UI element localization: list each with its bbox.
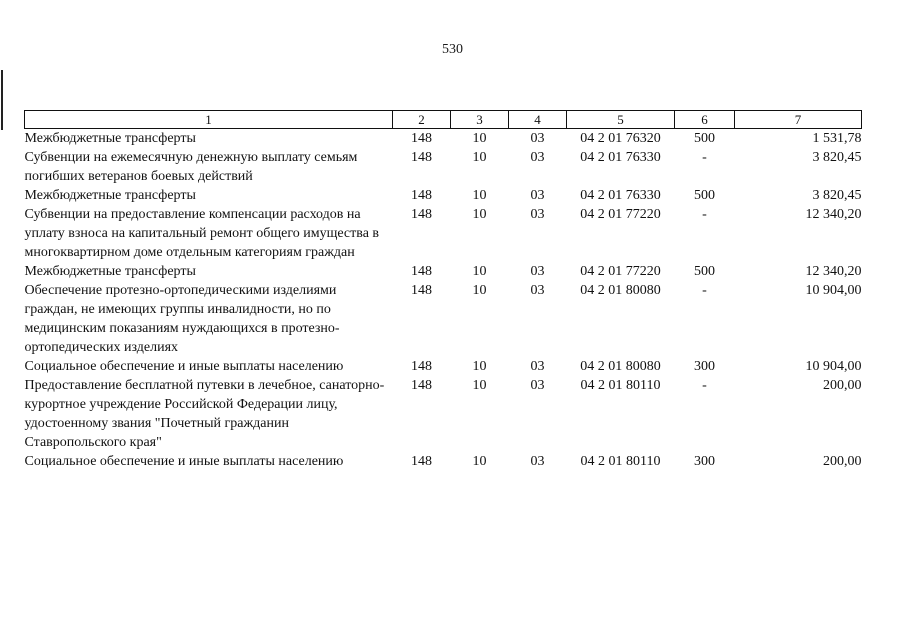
row-name: Межбюджетные трансферты — [24, 264, 196, 279]
row-col-4: 03 — [530, 359, 545, 374]
row-col-6: - — [702, 150, 707, 165]
row-col-5: 04 2 01 77220 — [580, 207, 661, 222]
row-col-6: 500 — [694, 264, 715, 279]
row-col-6: - — [702, 207, 707, 222]
row-col-3: 10 — [472, 207, 487, 222]
row-col-5: 04 2 01 76320 — [580, 131, 661, 146]
row-col-4: 03 — [530, 131, 545, 146]
header-col-7: 7 — [735, 111, 862, 129]
row-col-6: - — [702, 378, 707, 393]
row-col-5: 04 2 01 76330 — [580, 150, 661, 165]
header-col-1: 1 — [25, 111, 393, 129]
row-col-3: 10 — [472, 131, 487, 146]
row-name: Межбюджетные трансферты — [24, 131, 196, 146]
header-col-4: 4 — [509, 111, 567, 129]
table-row — [25, 452, 862, 471]
row-col-6: 300 — [694, 359, 715, 374]
row-amount: 3 820,45 — [812, 150, 862, 165]
row-col-2: 148 — [411, 378, 432, 393]
row-col-5: 04 2 01 76330 — [580, 188, 661, 203]
row-col-3: 10 — [472, 283, 487, 298]
table-row — [25, 281, 862, 357]
row-col-2: 148 — [411, 359, 432, 374]
row-amount: 200,00 — [823, 454, 862, 469]
row-col-5: 04 2 01 80110 — [580, 454, 661, 469]
row-col-3: 10 — [472, 150, 487, 165]
row-col-3: 10 — [472, 264, 487, 279]
table-row — [25, 262, 862, 281]
table-row — [25, 186, 862, 205]
row-col-2: 148 — [411, 131, 432, 146]
margin-line — [1, 70, 3, 130]
budget-table — [24, 110, 862, 471]
row-amount: 12 340,20 — [805, 264, 862, 279]
header-col-3: 3 — [451, 111, 509, 129]
row-col-3: 10 — [472, 359, 487, 374]
row-col-5: 04 2 01 77220 — [580, 264, 661, 279]
row-col-6: 500 — [694, 131, 715, 146]
row-col-2: 148 — [411, 188, 432, 203]
row-col-5: 04 2 01 80080 — [580, 283, 661, 298]
table-row — [25, 148, 862, 186]
row-col-6: - — [702, 283, 707, 298]
table-row — [25, 357, 862, 376]
row-name: Межбюджетные трансферты — [24, 188, 196, 203]
row-col-4: 03 — [530, 264, 545, 279]
header-col-5: 5 — [567, 111, 675, 129]
row-col-6: 500 — [694, 188, 715, 203]
row-col-4: 03 — [530, 207, 545, 222]
row-col-2: 148 — [411, 207, 432, 222]
row-col-4: 03 — [530, 188, 545, 203]
row-col-2: 148 — [411, 150, 432, 165]
row-name: Субвенции на предоставление компенсации расходов на уплату взноса на капитальный ремонт общего имущества в многоквартирном доме отдельным категориям граждан — [24, 207, 380, 260]
row-col-4: 03 — [530, 454, 545, 469]
row-col-5: 04 2 01 80080 — [580, 359, 661, 374]
row-amount: 1 531,78 — [812, 131, 862, 146]
header-col-6: 6 — [675, 111, 735, 129]
table-row — [25, 129, 862, 149]
row-col-4: 03 — [530, 283, 545, 298]
row-name: Социальное обеспечение и иные выплаты населению — [24, 359, 344, 374]
table-row — [25, 376, 862, 452]
row-name: Субвенции на ежемесячную денежную выплату семьям погибших ветеранов боевых действий — [24, 150, 358, 184]
page-number: 530 — [442, 42, 463, 57]
row-col-3: 10 — [472, 378, 487, 393]
row-col-3: 10 — [472, 188, 487, 203]
row-col-5: 04 2 01 80110 — [580, 378, 661, 393]
header-row — [25, 111, 862, 129]
table-row — [25, 205, 862, 262]
row-col-4: 03 — [530, 150, 545, 165]
row-name: Обеспечение протезно-ортопедическими изделиями граждан, не имеющих группы инвалидности, но по медицинским показаниям нуждающихся в протезно-ортопедических изделиях — [24, 283, 340, 355]
row-amount: 200,00 — [823, 378, 862, 393]
row-amount: 3 820,45 — [812, 188, 862, 203]
row-amount: 10 904,00 — [805, 359, 862, 374]
row-col-2: 148 — [411, 454, 432, 469]
row-col-6: 300 — [694, 454, 715, 469]
row-amount: 12 340,20 — [805, 207, 862, 222]
header-col-2: 2 — [393, 111, 451, 129]
row-col-4: 03 — [530, 378, 545, 393]
row-col-2: 148 — [411, 264, 432, 279]
row-col-3: 10 — [472, 454, 487, 469]
row-col-2: 148 — [411, 283, 432, 298]
row-name: Социальное обеспечение и иные выплаты населению — [24, 454, 344, 469]
row-amount: 10 904,00 — [805, 283, 862, 298]
row-name: Предоставление бесплатной путевки в лечебное, санаторно-курортное учреждение Российской Федерации лицу, удостоенному звания "Почетный гражданин Ставропольского края" — [24, 378, 385, 450]
